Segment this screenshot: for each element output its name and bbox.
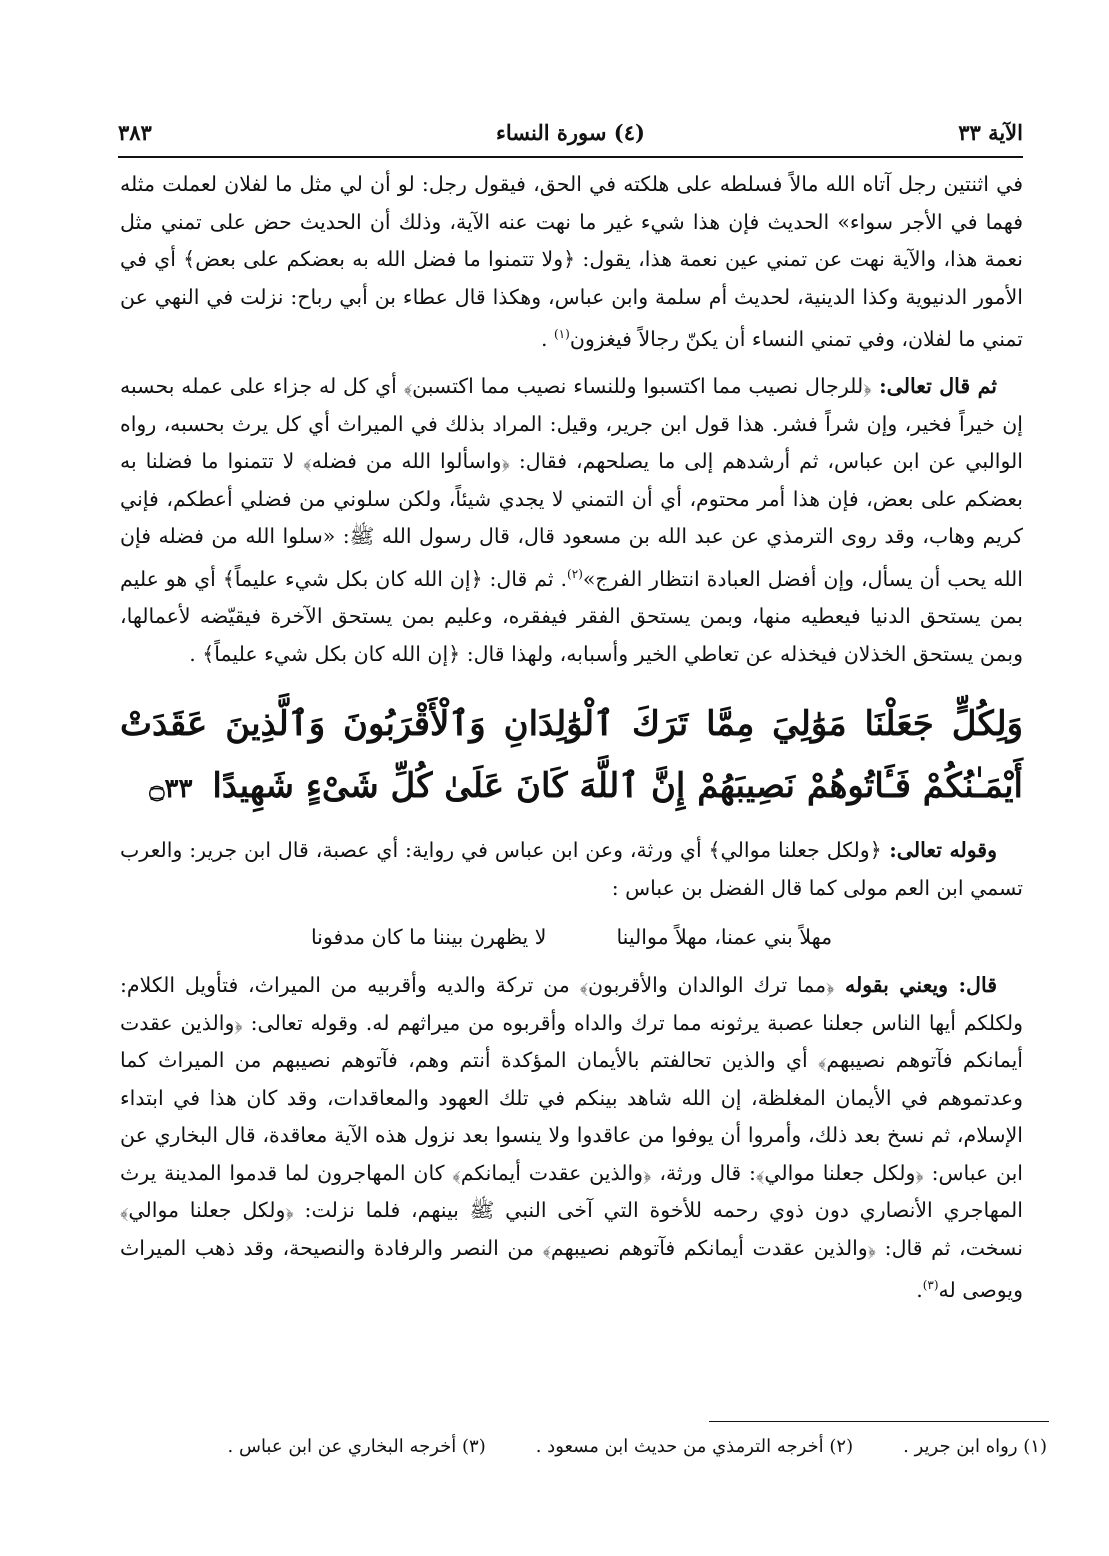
footnote-2: (٢) أخرجه الترمذي من حديث ابن مسعود . — [535, 1436, 854, 1457]
header-surah-title: (٤) سورة النساء — [496, 119, 645, 145]
footnote-marker: (٣) — [922, 1278, 939, 1293]
paragraph-text: ﴿مما ترك الوالدان والأقربون﴾ من تركة والديه وأقربيه من الميراث، فتأويل الكلام: ولكلكم أيها الناس جعلنا عصبة يرثونه مما ترك والداه وأقربوه من ميراثهم له. وقوله تعالى: ﴿والذين عقدت أيمانكم فآتوهم نصيبهم﴾ أي والذين تحالفتم بالأيمان المؤكدة أنتم وهم، فآتوهم نصيبهم من الميراث كما وعدتموهم في الأيمان المغلظة، إن الله شاهد بينكم في تلك العهود والمعاقدات، وقد كان هذا في ابتداء الإسلام، ثم نسخ بعد ذلك، وأمروا أن يوفوا من عاقدوا ولا ينسوا بعد نزول هذه الآية معاقدة، قال البخاري عن ابن عباس: ﴿ولكل جعلنا موالي﴾: قال ورثة، ﴿والذين عقدت أيمانكم﴾ كان المهاجرون لما قدموا المدينة يرث المهاجري الأنصاري دون ذوي رحمه للأخوة التي آخى النبي ﷺ بينهم، فلما نزلت: ﴿ولكل جعلنا موالي﴾ نسخت، ثم قال: ﴿والذين عقدت أيمانكم فآتوهم نصيبهم﴾ من النصر والرفادة والنصيحة، وقد ذهب الميراث ويوصى له — [120, 973, 1023, 1302]
paragraph-tail: . — [916, 1277, 923, 1302]
footnote-1: (١) رواه ابن جرير . — [903, 1436, 1047, 1457]
paragraph-lead: وقوله تعالى: — [881, 838, 998, 863]
header-divider — [118, 156, 1023, 158]
main-text — [120, 166, 1023, 1319]
footnote-marker: (١) — [553, 327, 570, 341]
paragraph-tail: . ثم قال: ﴿إن الله كان بكل شيء عليماً﴾ أي هو عليم بمن يستحق الدنيا فيعطيه منها، وبمن يستحق الفقر فيفقره، وعليم بمن يستحق الآخرة فيقيّضه لأعمالها، وبمن يستحق الخذلان فيخذله عن تعاطي الخير وأسبابه، ولهذا قال: ﴿إن الله كان بكل شيء عليماً﴾ . — [120, 566, 1023, 666]
paragraph-tail: . — [540, 326, 554, 351]
paragraph-text: ﴿للرجال نصيب مما اكتسبوا وللنساء نصيب مما اكتسبن﴾ أي كل له جزاء على عمله بحسبه إن خيراً فخير، وإن شراً فشر. هذا قول ابن جرير، وقيل: المراد بذلك في الميراث أي كل يرث بحسبه، رواه الوالبي عن ابن عباس، ثم أرشدهم إلى ما يصلحهم، فقال: ﴿واسألوا الله من فضله﴾ لا تتمنوا ما فضلنا به بعضكم على بعض، فإن هذا أمر محتوم، أي أن التمني لا يجدي شيئاً، ولكن سلوني من فضلي أعطكم، فإني كريم وهاب، وقد روى الترمذي عن عبد الله بن مسعود قال، قال رسول الله ﷺ: «سلوا الله من فضله فإن الله يحب أن يسأل، وإن أفضل العبادة انتظار الفرج» — [120, 374, 1023, 591]
footnote-marker: (٢) — [567, 566, 583, 581]
paragraph-lead: ثم قال تعالى: — [871, 374, 997, 399]
footnotes — [100, 1436, 1047, 1457]
paragraph-lead: قال: ويعني بقوله — [834, 973, 997, 998]
paragraph-4 — [120, 967, 1023, 1309]
paragraph-3 — [120, 832, 1023, 907]
verse-number: ۝٣٣ — [149, 774, 193, 805]
paragraph-text: في اثنتين رجل آتاه الله مالاً فسلطه على هلكته في الحق، فيقول رجل: لو أن لي مثل ما لفلان لعملت مثله فهما في الأجر سواء» الحديث فإن هذا شيء غير ما نهت عنه الآية، وذلك أن الحديث حض على تمني مثل نعمة هذا، والآية نهت عن تمني عين نعمة هذا، يقول: ﴿ولا تتمنوا ما فضل الله به بعضكم على بعض﴾ أي في الأمور الدنيوية وكذا الدينية، لحديث أم سلمة وابن عباس، وهكذا قال عطاء بن أبي رباح: نزلت في النهي عن تمني ما لفلان، وفي تمني النساء أن يكنّ رجالاً فيغزون — [120, 172, 1023, 351]
quran-verse — [120, 693, 1023, 820]
verse-text: وَلِكُلٍّ جَعَلْنَا مَوَٰلِيَ مِمَّا تَرَكَ ٱلْوَٰلِدَانِ وَٱلْأَقْرَبُونَ وَٱلَّذِينَ عَقَدَتْ أَيْمَـٰنُكُمْ فَـَٔاتُوهُمْ نَصِيبَهُمْ إِنَّ ٱللَّهَ كَانَ عَلَىٰ كُلِّ شَىْءٍ شَهِيدًا — [120, 704, 1023, 807]
paragraph-2 — [120, 368, 1023, 673]
poetry-verse — [120, 917, 1023, 957]
header-verse-ref: الآية ٣٣ — [958, 119, 1023, 145]
paragraph-text: ﴿ولكل جعلنا موالي﴾ أي ورثة، وعن ابن عباس في رواية: أي عصبة، قال ابن جرير: والعرب تسمي ابن العم مولى كما قال الفضل بن عباس : — [120, 838, 1023, 900]
footnote-divider — [709, 1421, 1049, 1422]
paragraph-1 — [120, 166, 1023, 358]
page-number: ٣٨٣ — [118, 119, 152, 145]
poem-first-hemistich: مهلاً بني عمنا، مهلاً موالينا — [616, 925, 833, 950]
footnote-3: (٣) أخرجه البخاري عن ابن عباس . — [227, 1436, 486, 1457]
page-header — [118, 114, 1023, 150]
poem-second-hemistich: لا يظهرن بيننا ما كان مدفونا — [310, 925, 547, 950]
